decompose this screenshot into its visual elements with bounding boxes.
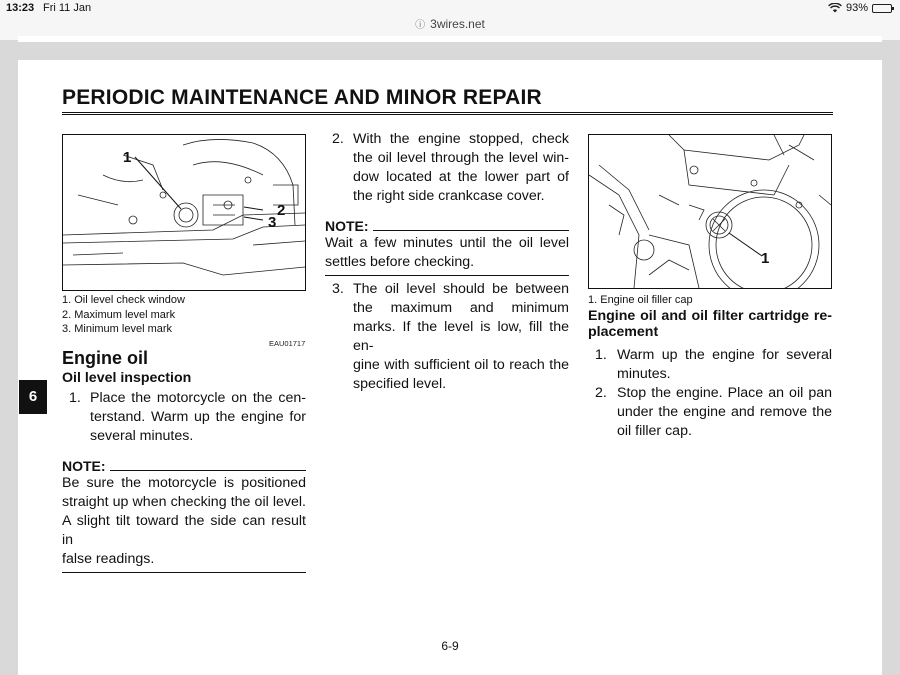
step-line: under the engine and remove the xyxy=(617,404,832,420)
note-line: A slight tilt toward the side can result in xyxy=(62,513,306,548)
callout-1: 1 xyxy=(761,250,770,267)
address-bar[interactable] xyxy=(0,16,900,31)
step-line: the maximum and minimum xyxy=(353,300,569,316)
filter-step-2 xyxy=(588,384,832,441)
step-line: Stop the engine. Place an oil pan xyxy=(617,385,832,401)
figure2-caption: 1. Engine oil filler cap xyxy=(588,294,693,306)
step-3 xyxy=(325,280,569,394)
status-indicators xyxy=(828,2,892,14)
wifi-icon xyxy=(828,3,842,13)
status-time: 13:23 xyxy=(6,2,35,14)
step-line: the right side crankcase cover. xyxy=(353,188,545,204)
step-line: Place the motorcycle on the cen- xyxy=(90,390,306,406)
note-line: Be sure the motorcycle is positioned xyxy=(62,475,306,491)
heading-line: placement xyxy=(588,324,659,340)
filter-step-1 xyxy=(588,346,832,384)
note-bottom-rule xyxy=(325,275,569,276)
step-line: The oil level should be between xyxy=(353,281,569,297)
note-1 xyxy=(62,458,306,573)
status-date: Fri 11 Jan xyxy=(43,2,92,14)
caption-item: 3. Minimum level mark xyxy=(62,323,173,335)
step-number: 2. xyxy=(332,131,344,147)
caption-item: 2. Maximum level mark xyxy=(62,308,176,321)
battery-percent: 93% xyxy=(845,2,868,14)
step-line: Warm up the engine for several xyxy=(617,347,832,363)
note-line: false readings. xyxy=(62,551,155,567)
figure-oil-level-window xyxy=(62,134,306,291)
step-line: With the engine stopped, check xyxy=(353,131,569,147)
engine-oil-window-illustration xyxy=(63,135,305,290)
step-2 xyxy=(325,130,569,206)
heading-line: Engine oil and oil filter cartridge re- xyxy=(588,308,832,324)
url-text[interactable]: 3wires.net xyxy=(430,17,485,31)
step-1 xyxy=(62,389,306,446)
step-number: 2. xyxy=(595,385,607,401)
note-bottom-rule xyxy=(62,572,306,573)
step-line: marks. If the level is low, fill the en- xyxy=(353,319,569,354)
section-heading: Engine oil xyxy=(62,348,149,368)
caption-item: 1. Oil level check window xyxy=(62,294,185,306)
battery-icon xyxy=(872,4,892,13)
subsection-heading xyxy=(588,308,832,340)
figure1-captions xyxy=(62,293,185,337)
engine-filler-cap-illustration xyxy=(589,135,831,288)
note-label: NOTE: xyxy=(62,458,106,474)
section-code: EAU01717 xyxy=(269,339,306,348)
previous-page-edge xyxy=(18,36,882,42)
page-title: PERIODIC MAINTENANCE AND MINOR REPAIR xyxy=(62,86,542,109)
step-line: the oil level through the level win- xyxy=(353,150,569,166)
page-number: 6-9 xyxy=(441,639,459,653)
note-line: settles before checking. xyxy=(325,254,475,270)
status-bar xyxy=(0,0,900,40)
step-number: 1. xyxy=(595,347,607,363)
figure-oil-filler-cap xyxy=(588,134,832,289)
step-line: gine with sufficient oil to reach the xyxy=(353,357,569,373)
step-line: terstand. Warm up the engine for xyxy=(90,409,306,425)
step-number: 3. xyxy=(332,281,344,297)
step-line: specified level. xyxy=(353,376,447,392)
note-line: Wait a few minutes until the oil level xyxy=(325,235,569,251)
step-number: 1. xyxy=(69,390,81,406)
note-label: NOTE: xyxy=(325,218,369,234)
callout-3: 3 xyxy=(268,214,277,231)
note-line: straight up when checking the oil level. xyxy=(62,494,306,510)
step-line: oil filler cap. xyxy=(617,423,692,439)
note-rule xyxy=(110,470,306,471)
callout-2: 2 xyxy=(277,202,286,219)
note-2 xyxy=(325,218,569,276)
step-line: dow located at the lower part of xyxy=(353,169,569,185)
info-icon[interactable]: ⓘ xyxy=(415,20,426,31)
chapter-tab: 6 xyxy=(19,380,47,414)
note-rule xyxy=(373,230,569,231)
callout-1: 1 xyxy=(123,149,132,166)
subsection-heading: Oil level inspection xyxy=(62,370,192,386)
title-rule xyxy=(62,112,833,115)
step-line: minutes. xyxy=(617,366,671,382)
step-line: several minutes. xyxy=(90,428,194,444)
